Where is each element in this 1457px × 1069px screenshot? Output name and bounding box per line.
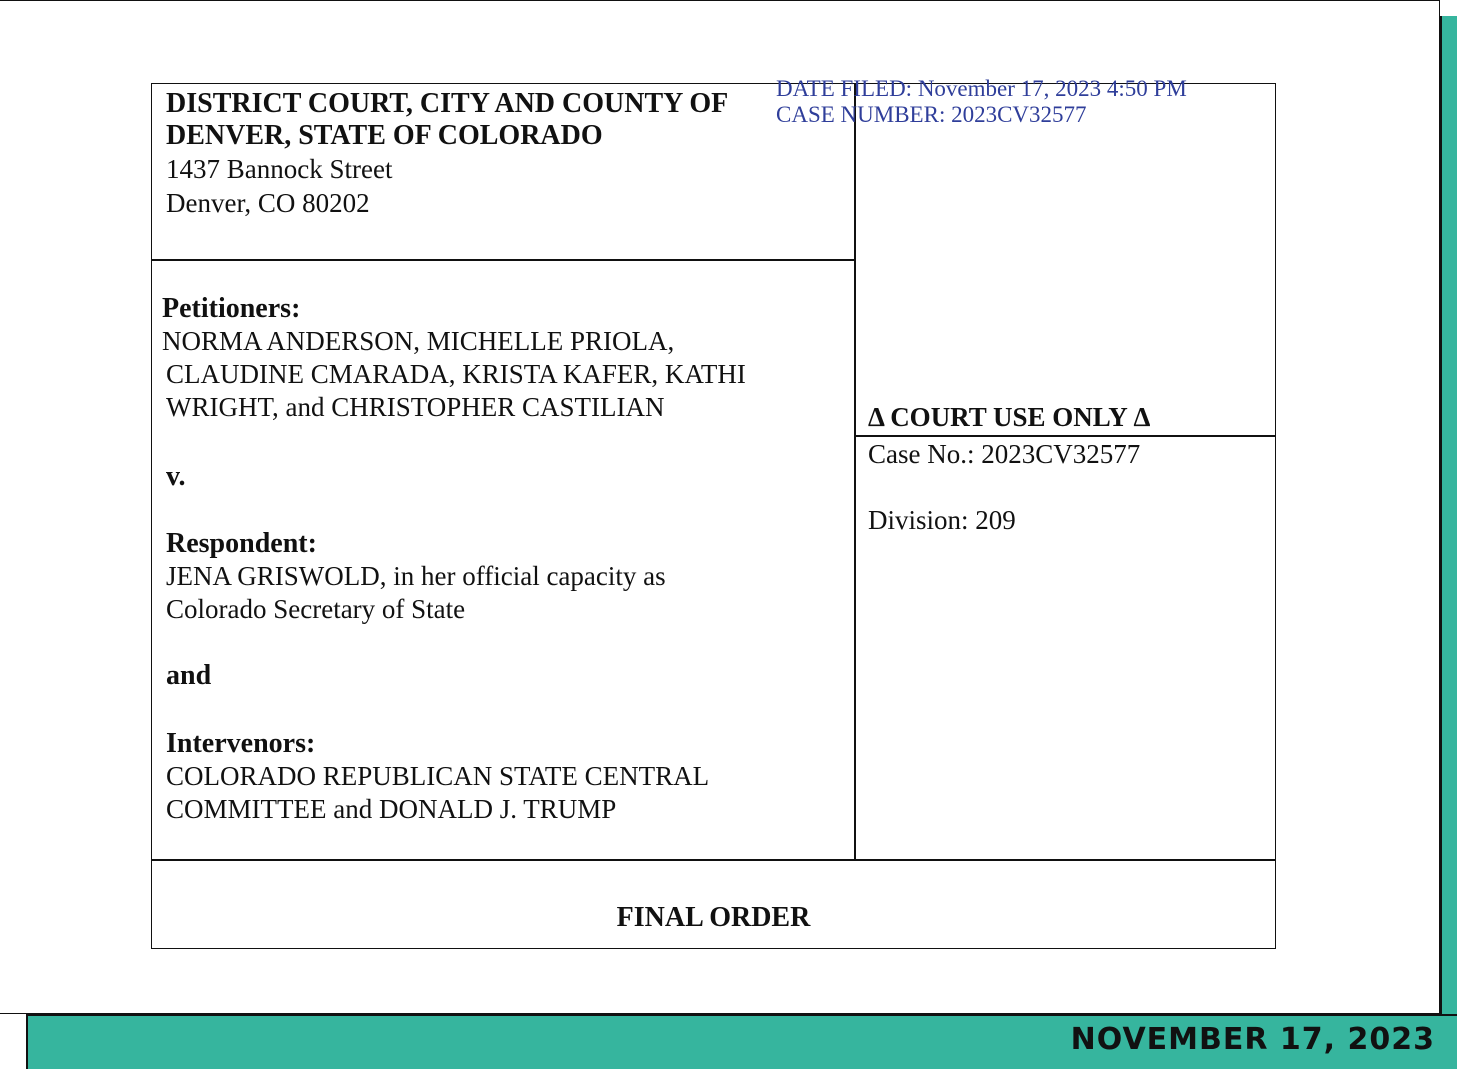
- intervenors-block: [166, 727, 709, 826]
- court-name: [166, 88, 728, 152]
- filing-stamp: [776, 76, 1187, 128]
- teal-side-accent: [1440, 16, 1457, 1016]
- respondent-line1: JENA GRISWOLD, in her official capacity as: [166, 561, 666, 591]
- respondent-line2: Colorado Secretary of State: [166, 594, 466, 624]
- petitioners-block: [162, 292, 746, 424]
- respondent-block: [166, 527, 666, 626]
- petitioners-line3: WRIGHT, and CHRISTOPHER CASTILIAN: [166, 392, 665, 422]
- petitioners-label: Petitioners:: [162, 293, 301, 324]
- case-caption-table: [151, 83, 1276, 949]
- court-use-only: Δ COURT USE ONLY Δ: [868, 402, 1151, 432]
- intervenors-line1: COLORADO REPUBLICAN STATE CENTRAL: [166, 761, 710, 791]
- caption-divider-vertical: [854, 84, 856, 860]
- case-number: Case No.: 2023CV32577: [868, 439, 1141, 469]
- respondent-label: Respondent:: [166, 528, 317, 559]
- petitioners-line2: CLAUDINE CMARADA, KRISTA KAFER, KATHI: [166, 359, 746, 389]
- footer-date: NOVEMBER 17, 2023: [1070, 1022, 1435, 1057]
- caption-divider-left: [152, 259, 854, 261]
- court-address-line1: 1437 Bannock Street: [166, 154, 393, 184]
- document-title: FINAL ORDER: [616, 902, 811, 933]
- court-address: [166, 152, 392, 220]
- intervenors-line2: COMMITTEE and DONALD J. TRUMP: [166, 794, 617, 824]
- conjunction-and: and: [166, 660, 212, 691]
- caption-divider-bottom: [152, 859, 1275, 861]
- division: Division: 209: [868, 505, 1016, 535]
- versus: v.: [166, 461, 186, 492]
- petitioners-line1: NORMA ANDERSON, MICHELLE PRIOLA,: [162, 326, 675, 356]
- stamp-case-number: CASE NUMBER: 2023CV32577: [776, 102, 1087, 127]
- court-name-line1: DISTRICT COURT, CITY AND COUNTY OF: [166, 88, 729, 119]
- case-info: [868, 438, 1140, 537]
- stamp-date-filed: DATE FILED: November 17, 2023 4:50 PM: [776, 76, 1187, 101]
- court-address-line2: Denver, CO 80202: [166, 188, 370, 218]
- court-name-line2: DENVER, STATE OF COLORADO: [166, 120, 603, 151]
- caption-divider-right: [854, 435, 1275, 437]
- intervenors-label: Intervenors:: [166, 728, 316, 759]
